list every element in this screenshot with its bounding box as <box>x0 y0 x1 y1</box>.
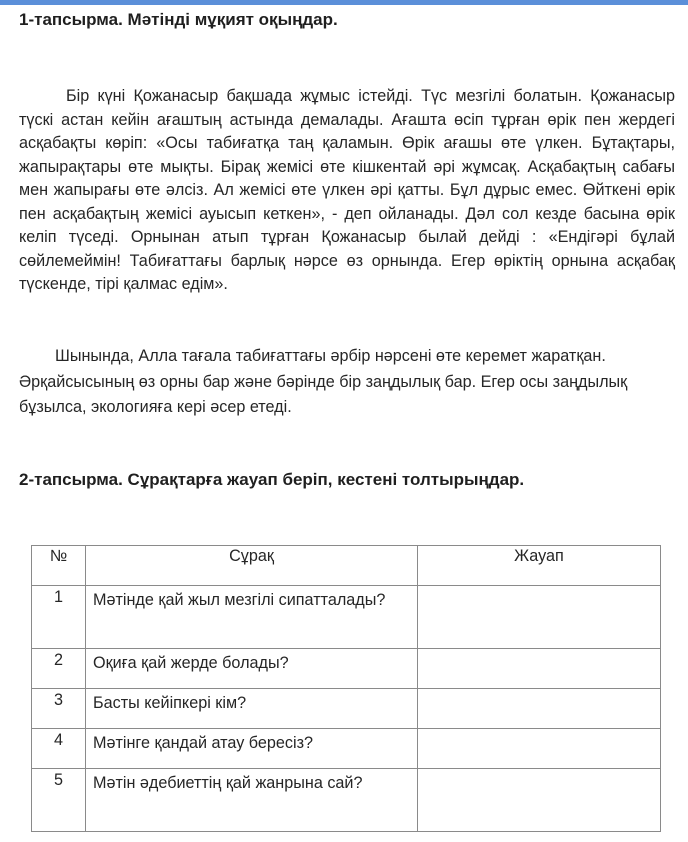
story-paragraph-1: Бір күні Қожанасыр бақшада жұмыс істейді. Түс мезгілі болатын. Қожанасыр түскі астан кейін ағаштың астында демалады. Ағашта өсіп тұрған өрік пен жердегі асқабақты көріп: «Осы табиғатқа таң қаламын. Өрік ағашы өте үлкен. Бұтақтары, жапырақтары өте мықты. Бірақ жемісі өте кішкентай әрі жұмсақ. Асқабақтың сабағы мен жапырағы өте әлсіз. Ал жемісі өте үлкен әрі қатты. Бұл дұрыс емес. Өйткені өрік пен асқабақтың жемісі ауысып кеткен», - деп ойланады. Дәл сол кезде басына өрік келіп түседі. Орнынан атып тұрған Қожанасыр былай дейді : «Ендігәрі бұлай сөйлемеймін! Табиғаттағы барлық нәрсе өз орнында. Егер өріктің орнына асқабақ түскенде, тірі қалмас едім». <box>19 87 675 293</box>
row-answer-cell[interactable] <box>418 729 661 769</box>
table-row <box>32 729 661 769</box>
header-number: № <box>32 546 86 586</box>
row-question: Мәтін әдебиеттің қай жанрына сай? <box>86 769 418 832</box>
row-question: Оқиға қай жерде болады? <box>86 649 418 689</box>
table-header-row <box>32 546 661 586</box>
row-number: 4 <box>32 729 86 769</box>
task-1-heading: 1-тапсырма. Мәтінді мұқият оқыңдар. <box>19 10 338 29</box>
row-question: Басты кейіпкері кім? <box>86 689 418 729</box>
row-number: 2 <box>32 649 86 689</box>
row-answer-cell[interactable] <box>418 649 661 689</box>
task-2-heading: 2-тапсырма. Сұрақтарға жауап беріп, кестені толтырыңдар. <box>19 470 525 489</box>
row-number: 3 <box>32 689 86 729</box>
top-accent-bar <box>0 0 688 5</box>
header-question: Сұрақ <box>86 546 418 586</box>
row-number: 1 <box>32 586 86 649</box>
table-row <box>32 649 661 689</box>
table-row <box>32 689 661 729</box>
table-row <box>32 769 661 832</box>
row-answer-cell[interactable] <box>418 689 661 729</box>
row-question: Мәтінде қай жыл мезгілі сипатталады? <box>86 586 418 649</box>
row-number: 5 <box>32 769 86 832</box>
row-question: Мәтінге қандай атау бересіз? <box>86 729 418 769</box>
table-row <box>32 586 661 649</box>
header-answer: Жауап <box>418 546 661 586</box>
story-paragraph-2: Шынында, Алла тағала табиғаттағы әрбір нәрсені өте керемет жаратқан. Әрқайсысының өз орны бар және бәрінде бір заңдылық бар. Егер осы заңдылық бұзылса, экологияға кері әсер етеді. <box>19 347 628 416</box>
row-answer-cell[interactable] <box>418 586 661 649</box>
row-answer-cell[interactable] <box>418 769 661 832</box>
questions-table <box>31 545 661 832</box>
